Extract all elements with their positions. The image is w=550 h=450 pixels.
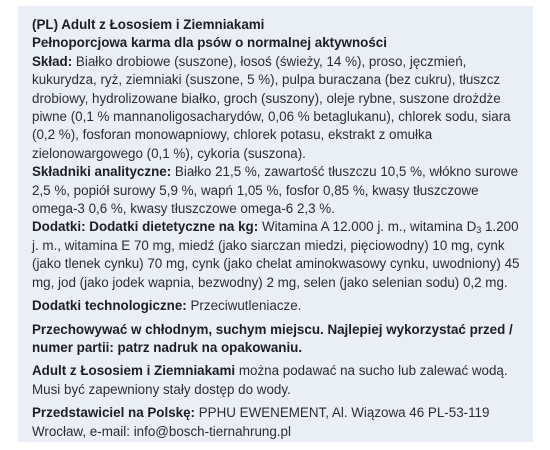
tech-additives-label: Dodatki technologiczne: [32, 298, 187, 314]
composition-text: Białko drobiowe (suszone), łosoś (świeży, 14 %), proso, jęczmień, kukurydza, ryż, ziemniaki (suszone, 5 %), pulpa buraczana (bez cukru), tłuszcz drobiowy, hydrolizowane białko, groch (suszony), oleje rybne, suszone drożdże piwne (0,1 % mannanoligosacharydów, 0,06 % betaglukanu), chlorek sodu, siara (0,2 %), fosforan monowapniowy, chlorek potasu, ekstrakt z omułka zielonowargowego (0,1 %), cykoria (suszona). [32, 53, 511, 161]
feeding-label: Adult z Łososiem i Ziemniakami [32, 363, 236, 379]
feeding-section [32, 362, 523, 399]
additives-text-1: Witamina A 12.000 j. m., witamina D [261, 219, 477, 235]
feeding-text: można podawać na sucho lub zalewać wodą. Musi być zapewniony stały dostęp do wody. [32, 363, 508, 397]
analytical-section [32, 163, 523, 218]
storage-text: Przechowywać w chłodnym, suchym miejscu. Najlepiej wykorzystać przed / numer partii: patrz nadruk na opakowaniu. [32, 321, 513, 355]
tech-additives-text: Przeciwutleniacze. [190, 298, 302, 314]
representative-text: PPHU EWENEMENT, Al. Wiązowa 46 PL-53-119 Wrocław, e-mail: info@bosch-tiernahrung.pl [32, 405, 490, 439]
representative-section [32, 404, 523, 441]
additives-subscript: 3 [476, 225, 482, 236]
composition-label: Skład: [32, 53, 73, 69]
analytical-label: Składniki analityczne: [32, 164, 172, 180]
composition-section [32, 53, 523, 163]
representative-label: Przedstawiciel na Polskę: [32, 405, 195, 421]
storage-section [32, 321, 523, 358]
product-label [18, 6, 533, 442]
additives-section [32, 218, 523, 292]
additives-text-2: 1.200 j. m., witamina E 70 mg, miedź (jako siarczan miedzi, pięciowodny) 10 mg, cynk (jako tlenek cynku) 70 mg, cynk (jako chelat aminokwasowy cynku, uwodniony) 45 mg, jod (jako jodek wapnia, bezwodny) 2 mg, selen (jako selenian sodu) 0,2 mg. [32, 219, 520, 290]
analytical-text: Białko 21,5 %, zawartość tłuszczu 10,5 %, włókno surowe 2,5 %, popiół surowy 5,9 %, wapń 1,05 %, fosfor 0,85 %, kwasy tłuszczowe omega-3 0,6 %, kwasy tłuszczowe omega-6 2,3 %. [32, 164, 519, 217]
label-subtitle: Pełnoporcjowa karma dla psów o normalnej aktywności [32, 35, 387, 51]
label-title: (PL) Adult z Łososiem i Ziemniakami [32, 17, 265, 32]
tech-additives-section [32, 297, 523, 315]
additives-label: Dodatki: Dodatki dietetyczne na kg: [32, 219, 259, 235]
